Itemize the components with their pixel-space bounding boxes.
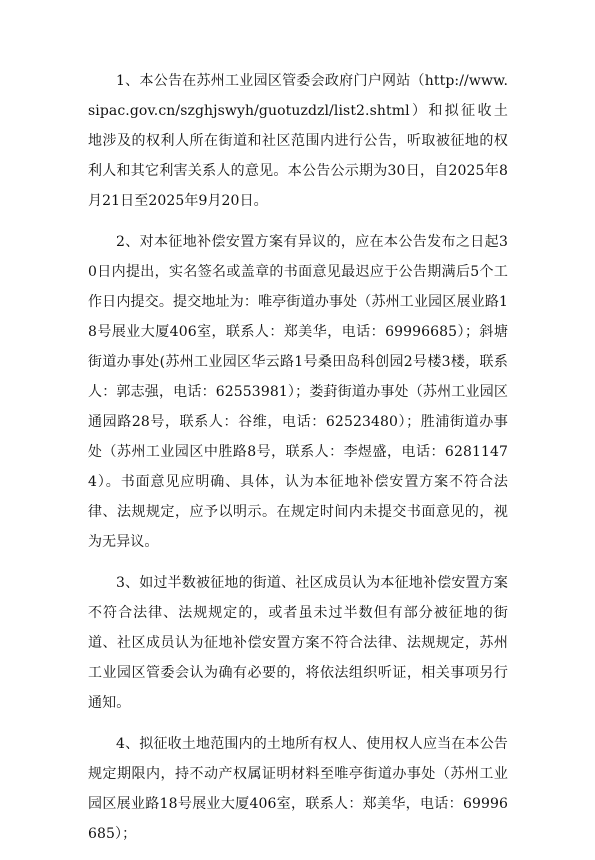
paragraph-2: 2、对本征地补偿安置方案有异议的，应在本公告发布之日起30日内提出，实名签名或盖章的书面意见最迟应于公告期满后5个工作日内提交。提交地址为：唯亭街道办事处（苏州工业园区展业路18号展业大厦406室，联系人：郑美华，电话：69996685）；斜塘街道办事处(苏州工业园区华云路1号桑田岛科创园2号楼3楼，联系人：郭志强，电话：62553981）；娄葑街道办事处（苏州工业园区通园路28号，联系人：谷维，电话：62523480）；胜浦街道办事处（苏州工业园区中胜路8号，联系人：李煜盛，电话：62811474）。书面意见应明确、具体，认为本征地补偿安置方案不符合法律、法规规定，应予以明示。在规定时间内未提交书面意见的，视为无异议。: [88, 234, 508, 550]
document-body: [88, 66, 508, 860]
paragraph-1: 1、本公告在苏州工业园区管委会政府门户网站（http://www.sipac.gov.cn/szghjswyh/guotuzdzl/list2.shtml）和拟征收土地涉及的权利人所在街道和社区范围内进行公告，听取被征地的权利人和其它利害关系人的意见。本公告公示期为30日，自2025年8月21日至2025年9月20日。: [88, 73, 508, 209]
paragraph-3: 3、如过半数被征地的街道、社区成员认为本征地补偿安置方案不符合法律、法规规定的，或者虽未过半数但有部分被征地的街道、社区成员认为征地补偿安置方案不符合法律、法规规定，苏州工业园区管委会认为确有必要的，将依法组织听证，相关事项另行通知。: [88, 575, 508, 711]
paragraph-4: 4、拟征收土地范围内的土地所有权人、使用权人应当在本公告规定期限内，持不动产权属证明材料至唯亭街道办事处（苏州工业园区展业路18号展业大厦406室，联系人：郑美华，电话：69996685）；: [88, 736, 508, 842]
